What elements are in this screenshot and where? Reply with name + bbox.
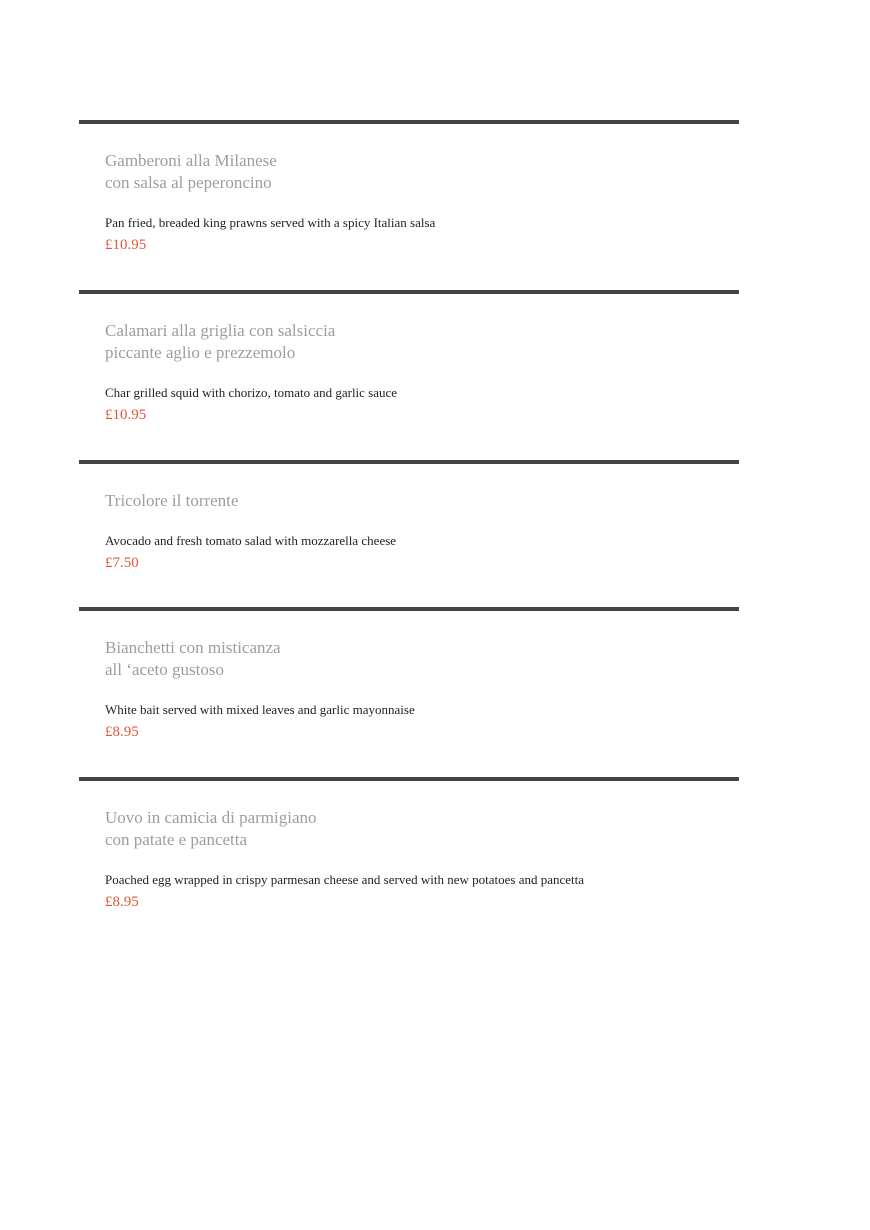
dish-title-line1: Bianchetti con misticanza bbox=[105, 638, 281, 657]
dish-description: Char grilled squid with chorizo, tomato and garlic sauce bbox=[105, 385, 398, 400]
dish-title-line1: Gamberoni alla Milanese bbox=[105, 151, 277, 170]
menu-item bbox=[79, 460, 739, 607]
dish-price: £10.95 bbox=[105, 237, 147, 253]
dish-description: Avocado and fresh tomato salad with mozzarella cheese bbox=[105, 533, 397, 548]
dish-title-line1: Calamari alla griglia con salsiccia bbox=[105, 321, 336, 340]
dish-title-line1: Tricolore il torrente bbox=[105, 491, 239, 510]
dish-title bbox=[105, 637, 739, 681]
menu-list bbox=[79, 120, 739, 947]
dish-title bbox=[105, 490, 739, 512]
dish-title bbox=[105, 320, 739, 364]
dish-title-line2: all ‘aceto gustoso bbox=[105, 660, 224, 679]
dish-description: White bait served with mixed leaves and garlic mayonnaise bbox=[105, 702, 415, 717]
dish-price: £10.95 bbox=[105, 407, 147, 423]
dish-title-line2: piccante aglio e prezzemolo bbox=[105, 343, 296, 362]
dish-title-line1: Uovo in camicia di parmigiano bbox=[105, 808, 317, 827]
menu-item bbox=[79, 607, 739, 777]
dish-description: Poached egg wrapped in crispy parmesan cheese and served with new potatoes and pancetta bbox=[105, 872, 585, 887]
dish-title-line2: con patate e pancetta bbox=[105, 830, 248, 849]
dish-title-line2: con salsa al peperoncino bbox=[105, 173, 272, 192]
menu-item bbox=[79, 290, 739, 460]
dish-price: £7.50 bbox=[105, 555, 139, 571]
dish-title bbox=[105, 807, 739, 851]
dish-description: Pan fried, breaded king prawns served with a spicy Italian salsa bbox=[105, 215, 436, 230]
dish-title bbox=[105, 150, 739, 194]
menu-item bbox=[79, 777, 739, 947]
menu-item bbox=[79, 120, 739, 290]
dish-price: £8.95 bbox=[105, 724, 139, 740]
dish-price: £8.95 bbox=[105, 894, 139, 910]
